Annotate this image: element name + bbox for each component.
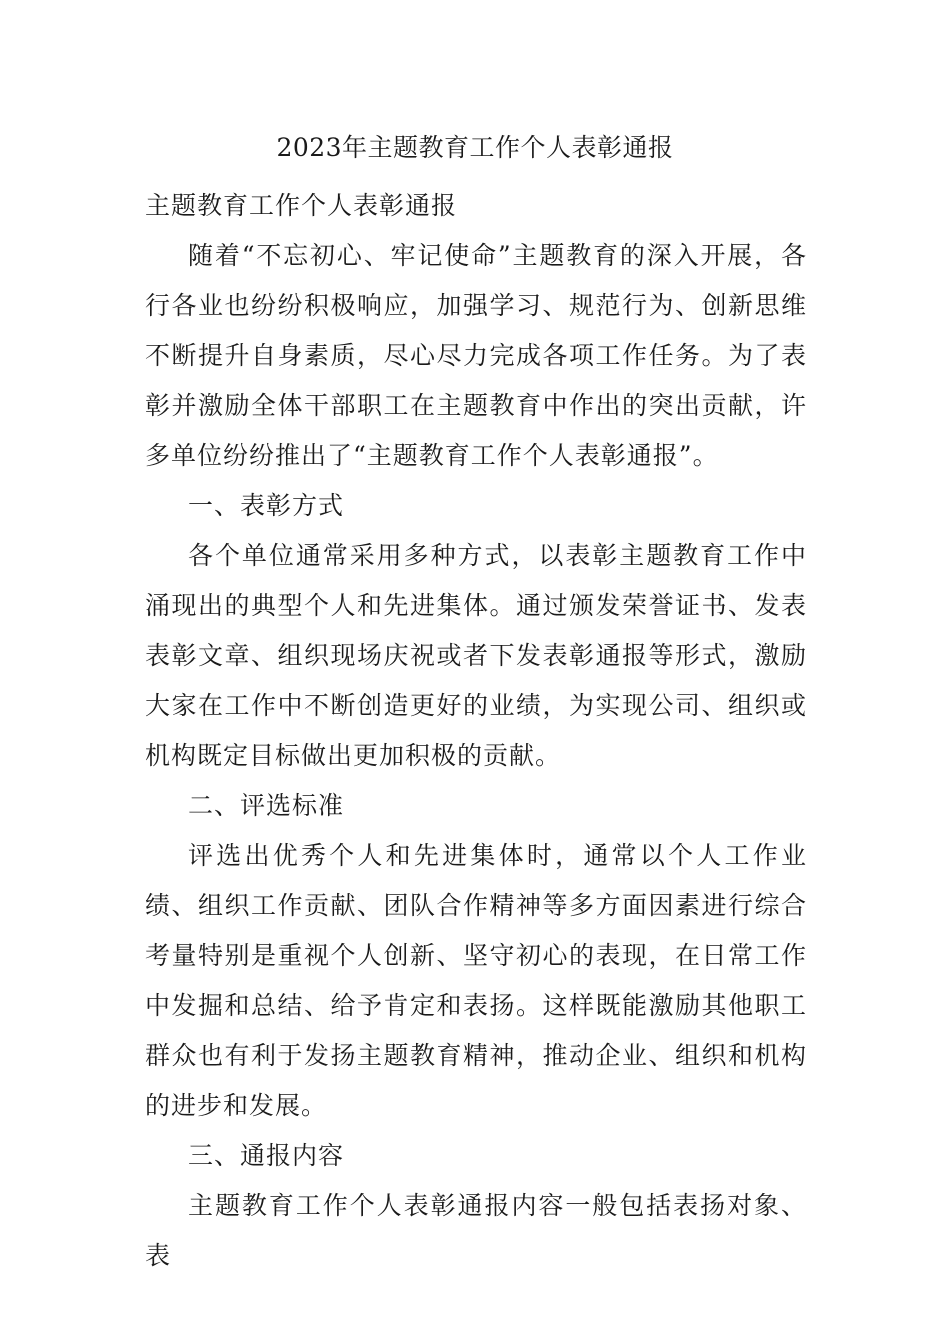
section-heading-criteria: 二、评选标准: [188, 791, 345, 820]
document-body: [145, 181, 807, 1281]
document-title: 2023年主题教育工作个人表彰通报: [276, 133, 674, 162]
section-body-criteria: 评选出优秀个人和先进集体时，通常以个人工作业绩、组织工作贡献、团队合作精神等多方面因素进行综合考量特别是重视个人创新、坚守初心的表现，在日常工作中发掘和总结、给予肯定和表扬。这样既能激励其他职工群众也有利于发扬主题教育精神，推动企业、组织和机构的进步和发展。: [145, 841, 807, 1120]
intro-paragraph: 随着“不忘初心、牢记使命”主题教育的深入开展，各行各业也纷纷积极响应，加强学习、规范行为、创新思维不断提升自身素质，尽心尽力完成各项工作任务。为了表彰并激励全体干部职工在主题教育中作出的突出贡献，许多单位纷纷推出了“主题教育工作个人表彰通报”。: [145, 241, 807, 470]
section-heading-method: 一、表彰方式: [188, 491, 345, 520]
section-body-content: 主题教育工作个人表彰通报内容一般包括表扬对象、表: [145, 1191, 807, 1270]
section-body-method: 各个单位通常采用多种方式，以表彰主题教育工作中涌现出的典型个人和先进集体。通过颁发荣誉证书、发表表彰文章、组织现场庆祝或者下发表彰通报等形式，激励大家在工作中不断创造更好的业绩，为实现公司、组织或机构既定目标做出更加积极的贡献。: [145, 541, 807, 770]
section-heading-content: 三、通报内容: [188, 1141, 345, 1170]
document-subtitle: 主题教育工作个人表彰通报: [145, 191, 458, 220]
